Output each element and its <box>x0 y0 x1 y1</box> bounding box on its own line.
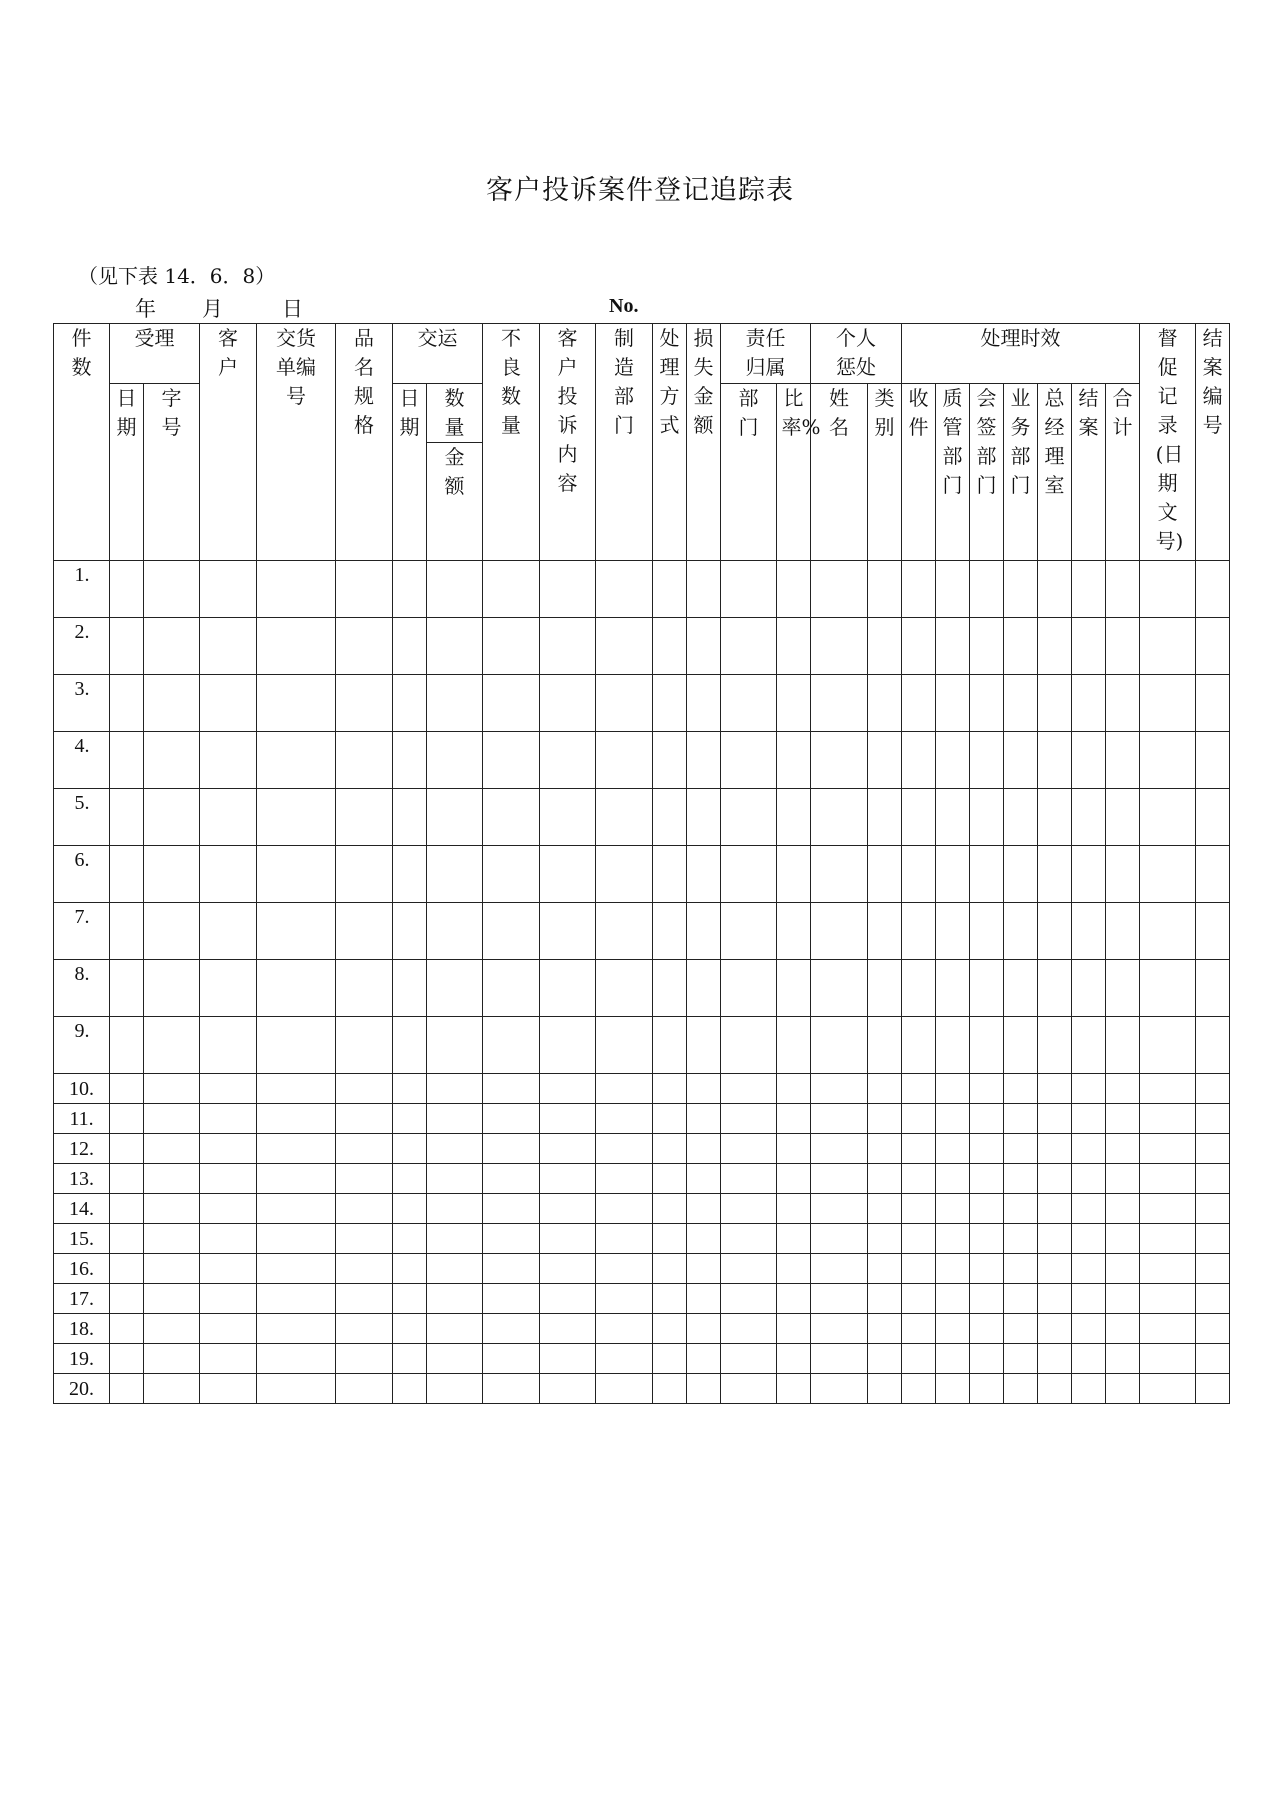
table-row <box>54 1284 1230 1314</box>
header-pt-gm-office: 总经理室 <box>1038 384 1072 561</box>
header-shipment-quantity: 数量 <box>427 384 483 443</box>
row-number: 15. <box>54 1224 110 1254</box>
table-row <box>54 618 1230 675</box>
table-row <box>54 1017 1230 1074</box>
table-row <box>54 561 1230 618</box>
table-row <box>54 732 1230 789</box>
header-shipment: 交运 <box>393 324 483 384</box>
table-row <box>54 1314 1230 1344</box>
day-label: 日 <box>282 297 303 321</box>
header-pt-receive: 收件 <box>902 384 936 561</box>
header-pt-close: 结案 <box>1072 384 1106 561</box>
table-row <box>54 1074 1230 1104</box>
header-shipment-amount: 金额 <box>427 443 483 561</box>
table-row <box>54 1104 1230 1134</box>
header-case-count: 件数 <box>54 324 110 561</box>
table-row <box>54 846 1230 903</box>
header-processing-time: 处理时效 <box>902 324 1140 384</box>
row-number: 20. <box>54 1374 110 1404</box>
table-row <box>54 1254 1230 1284</box>
header-penalty-name: 姓名 <box>811 384 868 561</box>
header-complaint-content: 客户投诉内容 <box>540 324 596 561</box>
header-product-spec: 品名规格 <box>336 324 393 561</box>
month-label: 月 <box>202 297 223 321</box>
row-number: 7. <box>54 903 110 960</box>
header-pt-countersign-dept: 会签部门 <box>970 384 1004 561</box>
header-pt-business-dept: 业务部门 <box>1004 384 1038 561</box>
reference-note: （见下表 14．6．8） <box>78 264 276 288</box>
table-row <box>54 960 1230 1017</box>
row-number: 17. <box>54 1284 110 1314</box>
no-label: No. <box>609 295 639 317</box>
row-number: 8. <box>54 960 110 1017</box>
row-number: 16. <box>54 1254 110 1284</box>
row-number: 18. <box>54 1314 110 1344</box>
table-row <box>54 1134 1230 1164</box>
table-row <box>54 1194 1230 1224</box>
page-title: 客户投诉案件登记追踪表 <box>486 175 794 206</box>
row-number: 9. <box>54 1017 110 1074</box>
header-follow-up-record: 督促记录(日期文号) <box>1140 324 1196 561</box>
header-resp-dept: 部门 <box>721 384 777 561</box>
table-row <box>54 1374 1230 1404</box>
row-number: 14. <box>54 1194 110 1224</box>
table-row <box>54 903 1230 960</box>
header-loss-amount: 损失金额 <box>687 324 721 561</box>
header-personal-penalty: 个人惩处 <box>811 324 902 384</box>
header-acceptance-number: 字号 <box>144 384 200 561</box>
row-number: 4. <box>54 732 110 789</box>
header-penalty-type: 类别 <box>868 384 902 561</box>
header-manufacturing-dept: 制造部门 <box>596 324 653 561</box>
header-defect-quantity: 不良数量 <box>483 324 540 561</box>
header-delivery-note-no: 交货单编号 <box>257 324 336 561</box>
table-row <box>54 675 1230 732</box>
header-customer: 客户 <box>200 324 257 561</box>
header-resp-ratio: 比率% <box>777 384 811 561</box>
row-number: 19. <box>54 1344 110 1374</box>
header-pt-qc-dept: 质管部门 <box>936 384 970 561</box>
table-row <box>54 789 1230 846</box>
row-number: 6. <box>54 846 110 903</box>
table-row <box>54 1344 1230 1374</box>
row-number: 11. <box>54 1104 110 1134</box>
header-case-closing-no: 结案编号 <box>1196 324 1230 561</box>
header-acceptance-date: 日期 <box>110 384 144 561</box>
header-pt-total: 合计 <box>1106 384 1140 561</box>
row-number: 10. <box>54 1074 110 1104</box>
header-handling-method: 处理方式 <box>653 324 687 561</box>
row-number: 12. <box>54 1134 110 1164</box>
row-number: 13. <box>54 1164 110 1194</box>
row-number: 5. <box>54 789 110 846</box>
table-row <box>54 1164 1230 1194</box>
row-number: 2. <box>54 618 110 675</box>
header-responsibility: 责任归属 <box>721 324 811 384</box>
year-label: 年 <box>135 297 156 321</box>
header-acceptance: 受理 <box>110 324 200 384</box>
table-row <box>54 1224 1230 1254</box>
header-shipment-date: 日期 <box>393 384 427 561</box>
row-number: 1. <box>54 561 110 618</box>
complaint-tracking-table <box>53 323 1230 1404</box>
row-number: 3. <box>54 675 110 732</box>
